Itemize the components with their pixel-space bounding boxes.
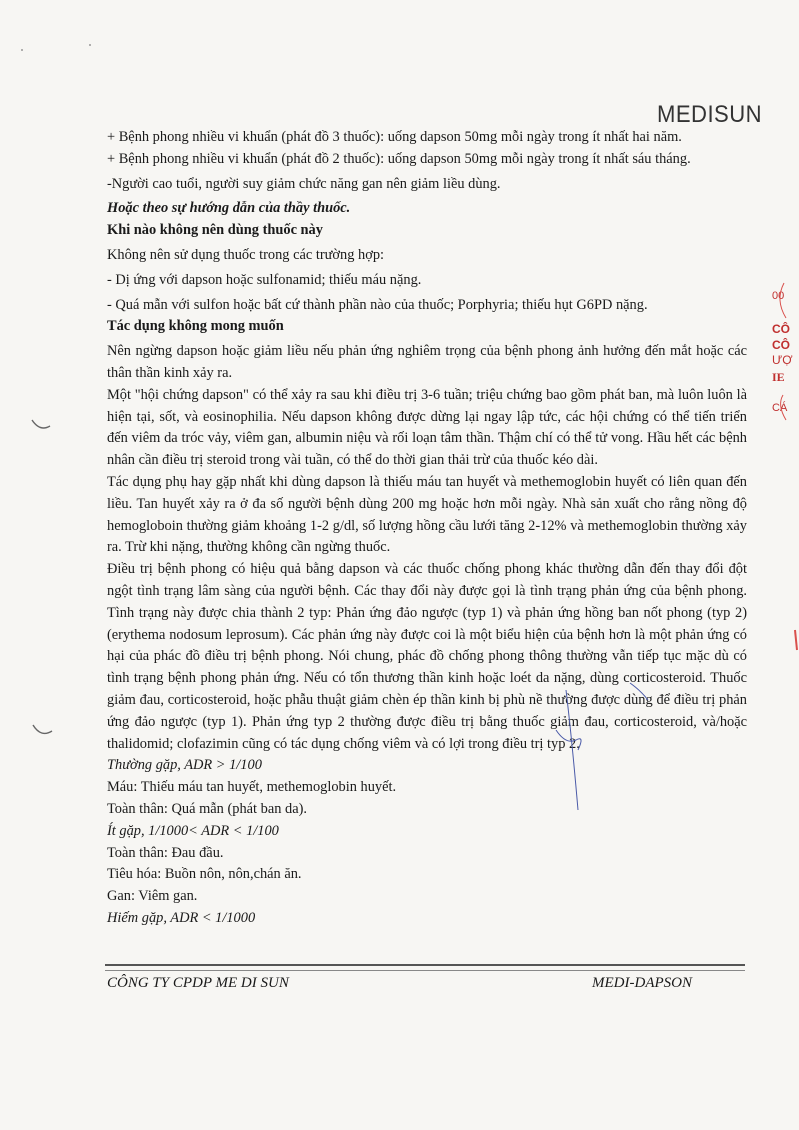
medisun-logo: MEDISUN	[657, 101, 763, 128]
dosage-line-1: + Bệnh phong nhiều vi khuẩn (phát đồ 3 thuốc): uống dapson 50mg mỗi ngày trong ít nhất hai năm.	[107, 129, 682, 145]
common-adr-blood: Máu: Thiếu máu tan huyết, methemoglobin huyết.	[107, 779, 397, 796]
side-effects-heading: Tác dụng không mong muốn	[107, 318, 284, 335]
punch-hole-mark	[33, 725, 52, 733]
footer-product: MEDI-DAPSON	[592, 975, 692, 991]
scan-speck	[21, 49, 23, 51]
uncommon-adr-liver: Gan: Viêm gan.	[107, 888, 198, 905]
stamp-fragment: ƯỢ	[772, 353, 793, 367]
side-effects-para-3: Tác dụng phụ hay gặp nhất khi dùng dapson là thiếu máu tan huyết và methemoglobin huyết có liên quan đến liều. Tan huyết xảy ra ở đa số người bệnh dùng 200 mg hoặc hơn mỗi ngày. Nhà sản xuất cho rằng nồng độ hemogloboin thường giảm khoảng 1-2 g/dl, số lượng hồng cầu lưới tăng 2-12% và methemoglobin thường xảy ra. Trừ khi nặng, thường không cần ngừng thuốc.	[107, 473, 747, 556]
side-effects-para-4: Điều trị bệnh phong có hiệu quả bằng dapson và các thuốc chống phong khác thường dẫn đến thay đổi đột ngột tình trạng lâm sàng của người bệnh. Các thay đổi này được gọi là tình trạng phản ứng của bệnh phong. Tình trạng này được chia thành 2 typ: Phản ứng đảo ngược (typ 1) và phản ứng hồng ban nốt phong (typ 2) (erythema nodosum leprosum). Các phản ứng này được coi là một biểu hiện của bệnh hơn là một phản ứng có hại của phác đồ điều trị bệnh phong. Nói chung, phác đồ chống phong thông thường vẫn tiếp tục mặc dù có tình trạng bệnh phong phản ứng. Nếu có tổn thương thần kinh hoặc loét da nặng, dùng corticosteroid. Thuốc giảm đau, corticosteroid, hoặc phẫu thuật giảm chèn ép thần kinh bị phù nề thường được dùng để điều trị phản ứng đảo ngược (typ 1). Phản ứng typ 2 thường được điều trị bằng thuốc giảm đau, corticosteroid, và/hoặc thalidomid; clofazimin cũng có tác dụng chống viêm và có lợi trong điều trị typ 2.	[107, 561, 747, 752]
side-effects-para-2: Một "hội chứng dapson" có thể xảy ra sau khi điều trị 3-6 tuần; triệu chứng bao gồm phát ban, mà luôn luôn là hiện tại, sốt, và eosinophilia. Nếu dapson không được dừng lại ngay lập tức, các hội chứng có thể tiến triển đến viêm da tróc vảy, viêm gan, albumin niệu và rối loạn tâm thần. Thậm chí có thể tử vong. Hầu hết các bệnh nhân cần điều trị steroid trong vài tuần, có thể do thời gian thải trừ của thuốc kéo dài.	[107, 386, 747, 469]
side-effects-para-1: Nên ngừng dapson hoặc giảm liều nếu phản ứng nghiêm trọng của bệnh phong ảnh hưởng đến mắt hoặc các thân thần kinh xảy ra.	[107, 343, 747, 381]
common-adr-systemic: Toàn thân: Quá mẫn (phát ban da).	[107, 800, 307, 817]
contraindication-1: - Dị ứng với dapson hoặc sulfonamid; thiếu máu nặng.	[107, 271, 422, 288]
punch-hole-mark	[32, 420, 50, 428]
uncommon-adr-systemic: Toàn thân: Đau đầu.	[107, 844, 224, 861]
stamp-fragment: CÁ	[772, 402, 788, 414]
stamp-fragment: 00	[772, 290, 785, 302]
stamp-mark	[795, 630, 797, 650]
stamp-fragment: IE	[772, 370, 785, 384]
uncommon-adr-digestive: Tiêu hóa: Buồn nôn, nôn,chán ăn.	[107, 866, 302, 883]
contraindications-intro: Không nên sử dụng thuốc trong các trường hợp:	[107, 246, 385, 263]
contraindication-2: - Quá mẫn với sulfon hoặc bất cứ thành phần nào của thuốc; Porphyria; thiếu hụt G6PD nặng.	[107, 296, 648, 313]
footer-company: CÔNG TY CPDP ME DI SUN	[107, 975, 289, 991]
scan-speck	[89, 44, 91, 46]
common-adr-heading: Thường gặp, ADR > 1/100	[107, 757, 262, 774]
stamp-fragment: CÔ	[772, 322, 790, 336]
stamp-fragment: CÔ	[772, 338, 790, 352]
doctor-guidance: Hoặc theo sự hướng dẫn của thầy thuốc.	[107, 200, 351, 217]
elderly-note: -Người cao tuổi, người suy giảm chức năng gan nên giảm liều dùng.	[107, 175, 501, 192]
footer-divider	[105, 964, 745, 971]
uncommon-adr-heading: Ít gặp, 1/1000< ADR < 1/100	[107, 822, 279, 839]
rare-adr-heading: Hiếm gặp, ADR < 1/1000	[107, 909, 256, 926]
document-body	[107, 127, 747, 930]
contraindications-heading: Khi nào không nên dùng thuốc này	[107, 222, 323, 239]
dosage-line-2: + Bệnh phong nhiều vi khuẩn (phát đồ 2 thuốc): uống dapson 50mg mỗi ngày trong ít nhất sáu tháng.	[107, 150, 691, 167]
